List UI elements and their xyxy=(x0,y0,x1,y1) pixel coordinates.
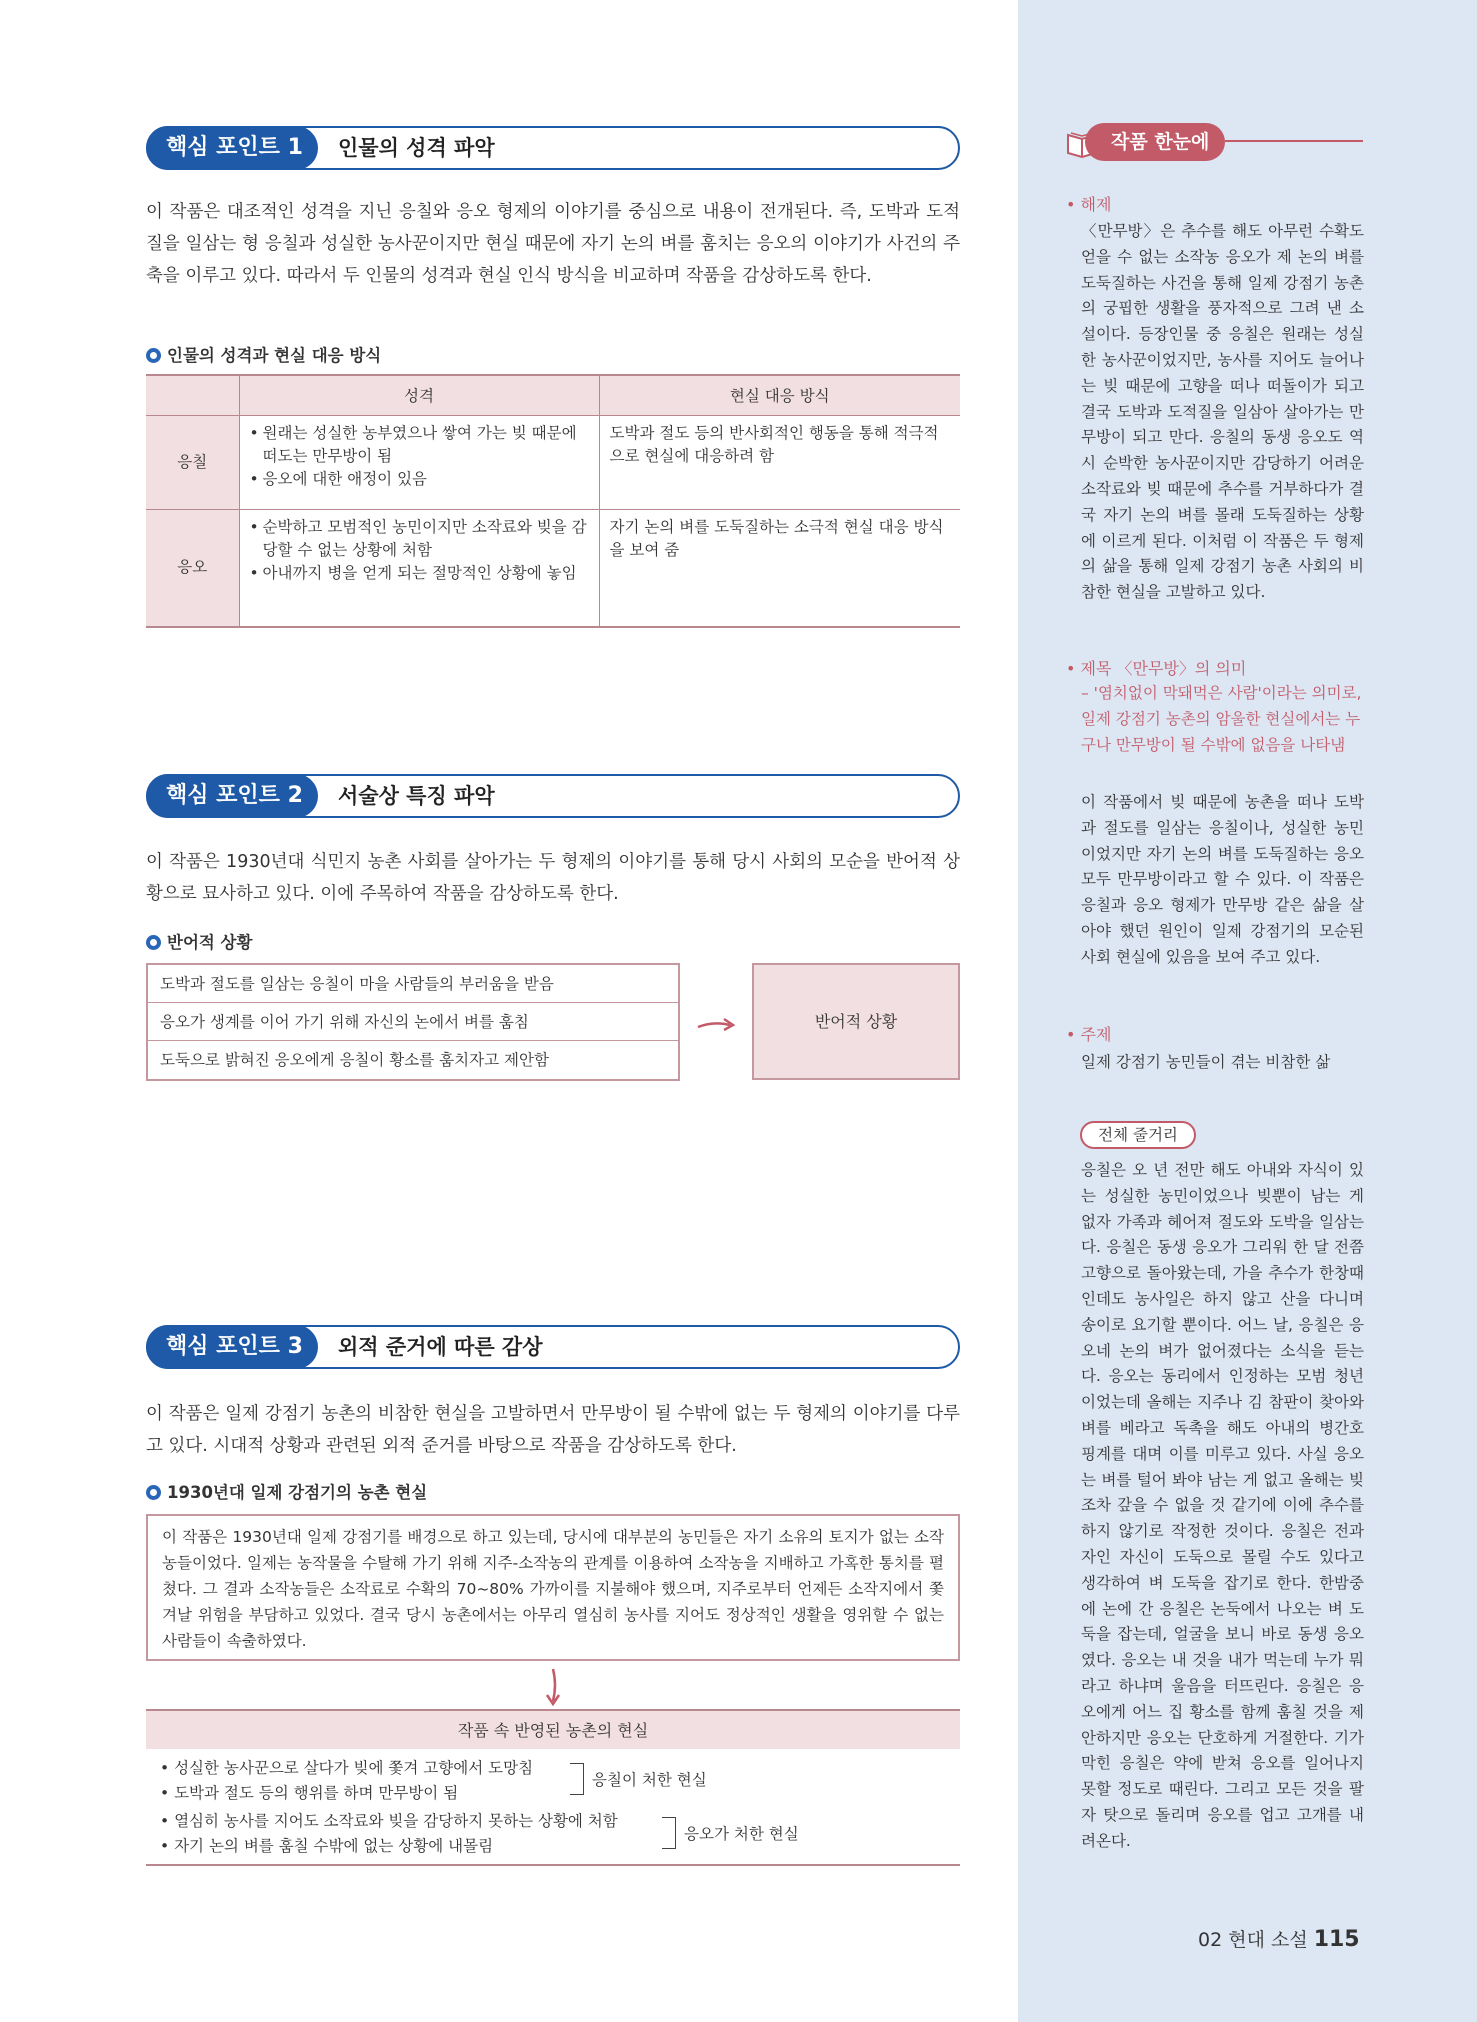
theme-text: 일제 강점기 농민들이 겪는 비참한 삶 xyxy=(1081,1053,1331,1071)
list-item: • 성실한 농사꾼으로 살다가 빚에 쫓겨 고향에서 도망침 xyxy=(160,1759,534,1777)
bracket-icon xyxy=(570,1763,584,1795)
row-name: 응오 xyxy=(146,509,239,627)
divider xyxy=(1225,140,1363,142)
row-traits xyxy=(239,415,599,509)
table-row xyxy=(146,415,960,509)
list-item: • 자기 논의 벼를 훔칠 수밖에 없는 상황에 내몰림 xyxy=(160,1837,494,1855)
list-item: 응오가 생계를 이어 가기 위해 자신의 논에서 벼를 훔침 xyxy=(148,1003,678,1041)
table-header-traits: 성격 xyxy=(239,375,599,415)
footer-section: 02 현대 소설 xyxy=(1198,1929,1308,1951)
plot-label: 전체 줄거리 xyxy=(1080,1121,1196,1149)
list-item: 도박과 절도를 일삼는 응칠이 마을 사람들의 부러움을 받음 xyxy=(148,965,678,1003)
section-1-sublabel xyxy=(146,342,381,366)
section-2-badge: 핵심 포인트 2 xyxy=(146,774,318,818)
reflection-list xyxy=(146,1749,960,1866)
list-item: 도둑으로 밝혀진 응오에게 응칠이 황소를 훔치자고 제안함 xyxy=(160,1051,549,1069)
row-response: 도박과 절도 등의 반사회적인 행동을 통해 적극적으로 현실에 대응하려 함 xyxy=(599,415,960,509)
section-1-title: 인물의 성격 파악 xyxy=(338,136,495,160)
circle-bullet-icon xyxy=(146,935,161,950)
title-meaning-text: 이 작품에서 빚 때문에 농촌을 떠나 도박과 절도를 일삼는 응칠이나, 성실한 농민이었지만 자기 논의 벼를 도둑질하는 응오 모두 만무방이라고 할 수 있다. 이 작품은 응칠과 응오 형제가 만무방 같은 삶을 살아야 했던 원인이 일제 강점기의 모순된 사회 현실에 있음을 보여 주고 있다. xyxy=(1081,793,1364,966)
table-header-blank xyxy=(146,375,239,415)
table-row xyxy=(146,509,960,627)
title-meaning-heading: • 제목 〈만무방〉의 의미 xyxy=(1066,659,1247,678)
summary-text: 〈만무방〉은 추수를 해도 아무런 수확도 얻을 수 없는 소작농 응오가 제 논의 벼를 도둑질하는 사건을 통해 일제 강점기 농촌의 궁핍한 생활을 풍자적으로 그려 낸 소설이다. 등장인물 중 응칠은 원래는 성실한 농사꾼이었지만, 농사를 지어도 늘어나는 빚 때문에 고향을 떠나 떠돌이가 되고 결국 도박과 도적질을 일삼아 살아가는 만무방이 되고 만다. 응칠의 동생 응오도 역시 순박한 농사꾼이지만 감당하기 어려운 소작료와 빚 때문에 추수를 거부하다가 결국 자기 논의 벼를 몰래 도둑질하는 상황에 이르게 된다. 이처럼 이 작품은 두 형제의 삶을 통해 일제 강점기 농촌 사회의 비참한 현실을 고발하고 있다. xyxy=(1081,222,1364,602)
list-item: • 도박과 절도 등의 행위를 하며 만무방이 됨 xyxy=(160,1784,459,1802)
character-table xyxy=(146,374,960,628)
group-label: 응칠이 처한 현실 xyxy=(592,1771,707,1789)
section-1-badge: 핵심 포인트 1 xyxy=(146,126,318,170)
trait-item: • 원래는 성실한 농부였으나 쌓여 가는 빚 때문에 떠도는 만무방이 됨 xyxy=(250,422,589,468)
page-number: 115 xyxy=(1313,1927,1360,1952)
section-2-paragraph: 이 작품은 1930년대 식민지 농촌 사회를 살아가는 두 형제의 이야기를 통해 당시 사회의 모순을 반어적 상황으로 묘사하고 있다. 이에 주목하여 작품을 감상하도록 한다. xyxy=(146,852,960,904)
trait-item: • 응오에 대한 애정이 있음 xyxy=(250,468,589,491)
sublabel-text: 인물의 성격과 현실 대응 방식 xyxy=(167,346,382,365)
circle-bullet-icon xyxy=(146,348,161,363)
reflection-title: 작품 속 반영된 농촌의 현실 xyxy=(146,1709,960,1749)
bracket-icon xyxy=(662,1817,676,1849)
arrow-right-icon xyxy=(696,1015,736,1035)
page-footer xyxy=(1198,1925,1360,1952)
irony-result-box: 반어적 상황 xyxy=(752,963,960,1080)
section-2-sublabel xyxy=(146,929,252,953)
arrow-down-icon xyxy=(543,1667,563,1707)
section-3-sublabel xyxy=(146,1479,427,1503)
row-response: 자기 논의 벼를 도둑질하는 소극적 현실 대응 방식을 보여 줌 xyxy=(599,509,960,627)
section-3-header xyxy=(146,1325,960,1369)
sublabel-text: 1930년대 일제 강점기의 농촌 현실 xyxy=(167,1483,428,1502)
group-label: 응오가 처한 현실 xyxy=(684,1825,799,1843)
plot-text: 응칠은 오 년 전만 해도 아내와 자식이 있는 성실한 농민이었으나 빚뿐이 남는 게 없자 가족과 헤어져 절도와 도박을 일삼는다. 응칠은 동생 응오가 그리워 한 달 전쯤 고향으로 돌아왔는데, 가을 추수가 한창때인데도 농사일은 하지 않고 산을 다니며 송이로 요기할 뿐이다. 어느 날, 응칠은 응오네 논의 벼가 없어졌다는 소식을 듣는다. 응오는 동리에서 인정하는 모범 청년이었는데 올해는 지주나 김 참판이 찾아와 벼를 베라고 독촉을 해도 아내의 병간호 핑계를 대며 이를 미루고 있다. 사실 응오는 벼를 털어 봐야 남는 게 없고 올해는 빚조차 갚을 수 없을 것 같기에 이에 추수를 하지 않기로 작정한 것이다. 응칠은 전과자인 자신이 도둑으로 몰릴 수도 있다고 생각하여 벼 도둑을 잡기로 한다. 한밤중에 논에 간 응칠은 논둑에서 나오는 벼 도둑을 잡는데, 얼굴을 보니 바로 동생 응오였다. 응오는 내 것을 내가 먹는데 누가 뭐라고 하냐며 울음을 터뜨린다. 응칠은 응오에게 어느 집 황소를 함께 훔칠 것을 제안하지만 응오는 단호하게 거절한다. 기가 막힌 응칠은 약에 받쳐 응오를 일어나지 못할 정도로 때린다. 그리고 모든 것을 팔자 탓으로 돌리며 응오를 업고 고개를 내려온다. xyxy=(1081,1161,1364,1850)
theme-heading: • 주제 xyxy=(1066,1025,1112,1044)
trait-item: • 아내까지 병을 얻게 되는 절망적인 상황에 놓임 xyxy=(250,562,589,585)
table-header-response: 현실 대응 방식 xyxy=(599,375,960,415)
section-3-paragraph: 이 작품은 일제 강점기 농촌의 비참한 현실을 고발하면서 만무방이 될 수밖에 없는 두 형제의 이야기를 다루고 있다. 시대적 상황과 관련된 외적 준거를 바탕으로 작품을 감상하도록 한다. xyxy=(146,1404,960,1456)
sublabel-text: 반어적 상황 xyxy=(167,933,253,952)
row-name: 응칠 xyxy=(146,415,239,509)
section-2-header xyxy=(146,774,960,818)
summary-heading: • 해제 xyxy=(1066,195,1112,214)
section-1-header xyxy=(146,126,960,170)
row-traits xyxy=(239,509,599,627)
at-a-glance-title: 작품 한눈에 xyxy=(1085,123,1225,161)
title-meaning-quote: – '염치없이 막돼먹은 사람'이라는 의미로, 일제 강점기 농촌의 암울한 현실에서는 누구나 만무방이 될 수밖에 없음을 나타냄 xyxy=(1081,684,1362,754)
table-header-row xyxy=(146,375,960,415)
circle-bullet-icon xyxy=(146,1485,161,1500)
section-3-badge: 핵심 포인트 3 xyxy=(146,1325,318,1369)
trait-item: • 순박하고 모범적인 농민이지만 소작료와 빚을 감당할 수 없는 상황에 처함 xyxy=(250,516,589,562)
irony-list xyxy=(146,963,680,1081)
section-2-title: 서술상 특징 파악 xyxy=(338,784,495,808)
section-3-title: 외적 준거에 따른 감상 xyxy=(338,1335,543,1359)
section-1-paragraph: 이 작품은 대조적인 성격을 지닌 응칠와 응오 형제의 이야기를 중심으로 내용이 전개된다. 즉, 도박과 도적질을 일삼는 형 응칠과 성실한 농사꾼이지만 현실 때문에 자기 논의 벼를 훔치는 응오의 이야기가 사건의 주축을 이루고 있다. 따라서 두 인물의 성격과 현실 인식 방식을 비교하며 작품을 감상하도록 한다. xyxy=(146,202,960,286)
list-item: • 열심히 농사를 지어도 소작료와 빚을 감당하지 못하는 상황에 처함 xyxy=(160,1812,618,1830)
context-box: 이 작품은 1930년대 일제 강점기를 배경으로 하고 있는데, 당시에 대부분의 농민들은 자기 소유의 토지가 없는 소작농들이었다. 일제는 농작물을 수탈해 가기 위해 지주-소작농의 관계를 이용하여 소작농을 지배하고 가혹한 통치를 펼쳤다. 그 결과 소작농들은 소작료로 수확의 70~80% 가까이를 지불해야 했으며, 지주로부터 언제든 소작지에서 쫓겨날 위험을 부담하고 있었다. 결국 당시 농촌에서는 아무리 열심히 농사를 지어도 정상적인 생활을 영위할 수 없는 사람들이 속출하였다. xyxy=(146,1514,960,1661)
